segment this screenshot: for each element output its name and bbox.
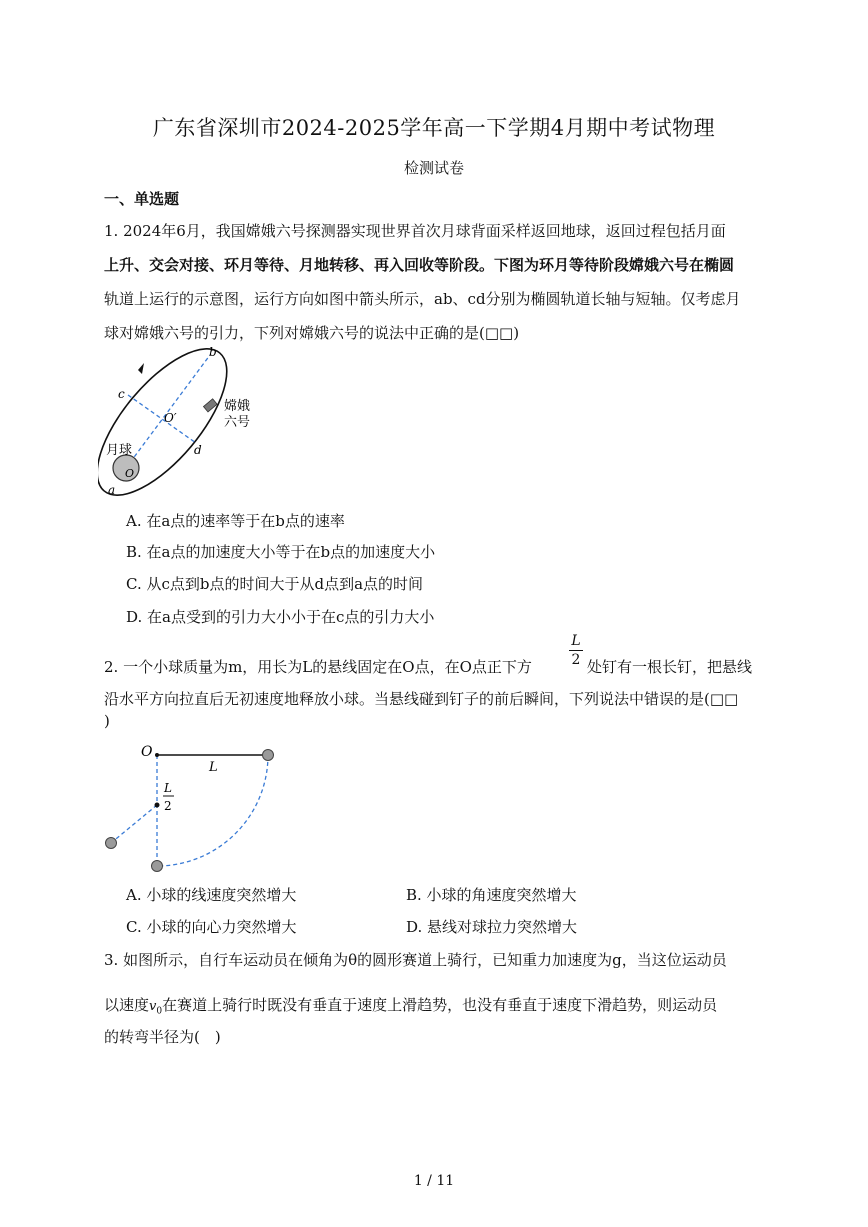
fraction-numerator: L	[571, 633, 581, 649]
q1-option-d[interactable]: D. 在a点受到的引力大小小于在c点的引力大小	[126, 608, 435, 626]
velocity-symbol: $v_0$	[149, 999, 163, 1017]
label-d: d	[194, 443, 202, 457]
q2-line-3: )	[104, 712, 110, 730]
label-a: a	[108, 483, 116, 497]
q2-option-b[interactable]: B. 小球的角速度突然增大	[406, 886, 577, 904]
q2-option-c[interactable]: C. 小球的向心力突然增大	[126, 918, 297, 936]
q3-line-3: 的转弯半径为( )	[104, 1028, 221, 1046]
label-half-denominator: 2	[164, 799, 172, 813]
label-half-numerator: L	[164, 781, 172, 795]
q3-line-1: 3. 如图所示，自行车运动员在倾角为θ的圆形赛道上骑行，已知重力加速度为g，当这位运动员	[104, 951, 727, 969]
q1-line-3: 轨道上运行的示意图，运行方向如图中箭头所示，ab、cd分别为椭圆轨道长轴与短轴。仅考虑月	[104, 290, 741, 308]
fraction-denominator: 2	[571, 652, 581, 668]
page-title: 广东省深圳市2024-2025学年高一下学期4月期中考试物理	[152, 116, 716, 140]
q3-line-2-end: 在赛道上骑行时既没有垂直于速度上滑趋势，也没有垂直于速度下滑趋势，则运动员	[162, 996, 718, 1014]
q1-option-b[interactable]: B. 在a点的加速度大小等于在b点的加速度大小	[126, 543, 436, 561]
q1-option-a[interactable]: A. 在a点的速率等于在b点的速率	[126, 512, 345, 530]
label-o: O	[141, 744, 153, 760]
q1-option-c[interactable]: C. 从c点到b点的时间大于从d点到a点的时间	[126, 575, 424, 593]
direction-arrow	[138, 363, 144, 374]
q2-line-1-end: 处钉有一根长钉，把悬线	[587, 658, 753, 676]
q3-line-2-start: 以速度	[104, 996, 150, 1014]
label-l: L	[209, 760, 218, 775]
nail-point	[155, 803, 160, 808]
page-number: 1 / 11	[413, 1173, 455, 1189]
q3-line-2	[104, 994, 717, 1017]
q2-option-d[interactable]: D. 悬线对球拉力突然增大	[406, 918, 578, 936]
ball-start	[263, 750, 274, 761]
q2-line-1-start: 2. 一个小球质量为m，用长为L的悬线固定在O点，在O点正下方	[104, 658, 532, 676]
label-o: O	[125, 467, 135, 480]
q2-fraction-l-over-2	[569, 633, 583, 668]
fraction-bar	[569, 650, 583, 651]
label-probe-line-1: 嫦娥	[224, 399, 251, 414]
label-b: b	[209, 345, 217, 359]
label-o-prime: O′	[164, 411, 177, 425]
rebound-string	[111, 805, 157, 843]
ball-rebound	[106, 838, 117, 849]
q1-orbit-figure	[98, 342, 268, 502]
q2-option-a[interactable]: A. 小球的线速度突然增大	[126, 886, 297, 904]
section-heading: 一、单选题	[104, 190, 180, 208]
ball-bottom	[152, 861, 163, 872]
q1-line-1: 1. 2024年6月，我国嫦娥六号探测器实现世界首次月球背面采样返回地球，返回过程包括月面	[104, 222, 726, 240]
label-probe-line-2: 六号	[224, 415, 251, 430]
pivot-point-o	[155, 753, 159, 757]
minor-axis	[128, 395, 196, 443]
label-moon: 月球	[106, 443, 133, 458]
q2-pendulum-figure	[98, 738, 288, 878]
q1-line-4: 球对嫦娥六号的引力，下列对嫦娥六号的说法中正确的是(□□)	[104, 324, 520, 342]
label-c: c	[118, 387, 125, 401]
page-subtitle: 检测试卷	[403, 159, 464, 177]
q2-line-2: 沿水平方向拉直后无初速度地释放小球。当悬线碰到钉子的前后瞬间，下列说法中错误的是(□□	[104, 690, 739, 708]
q1-line-2: 上升、交会对接、环月等待、月地转移、再入回收等阶段。下图为环月等待阶段嫦娥六号在椭圆	[104, 256, 735, 274]
